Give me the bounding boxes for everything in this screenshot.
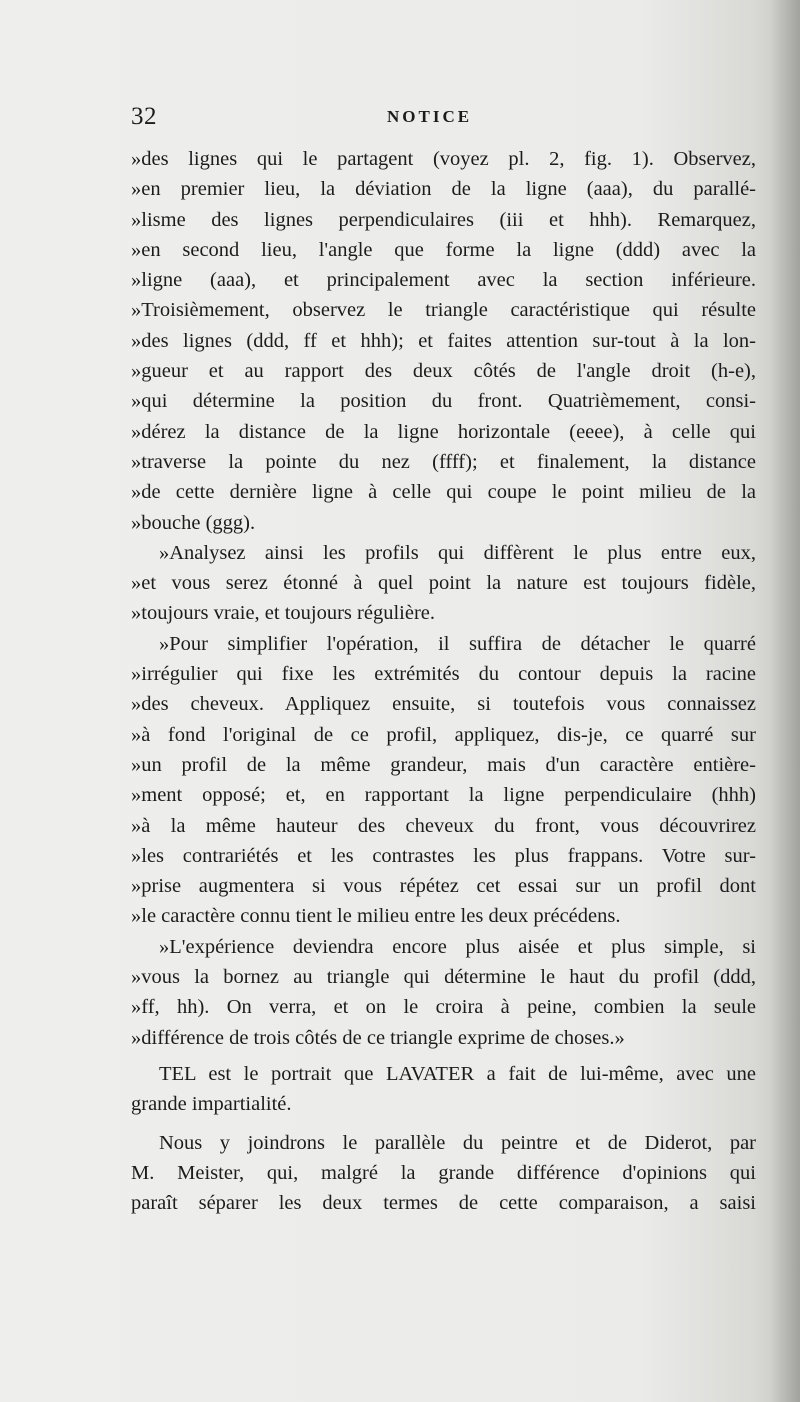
text-line: »un profil de la même grandeur, mais d'un caractère entière- [131,753,756,776]
text-line: »différence de trois côtés de ce triangle exprime de choses.» [131,1026,625,1049]
text-line: »Analysez ainsi les profils qui diffèrent le plus entre eux, [159,541,756,564]
text-line: paraît séparer les deux termes de cette comparaison, a saisi [131,1192,756,1215]
text-line: »ment opposé; et, en rapportant la ligne perpendiculaire (hhh) [131,784,756,807]
paragraph-gap [131,1120,756,1128]
text-line: »le caractère connu tient le milieu entre les deux précédens. [131,905,621,928]
text-line: »ligne (aaa), et principalement avec la section inférieure. [131,269,756,292]
text-line: »les contrariétés et les contrastes les plus frappans. Votre sur- [131,844,756,867]
text-line: »des lignes (ddd, ff et hhh); et faites attention sur-tout à la lon- [131,329,756,352]
text-line: TEL est le portrait que LAVATER a fait de lui-même, avec une [159,1062,756,1085]
text-line: »des cheveux. Appliquez ensuite, si toutefois vous connaissez [131,693,756,716]
text-line: »de cette dernière ligne à celle qui coupe le point milieu de la [131,481,756,504]
text-line: »en second lieu, l'angle que forme la ligne (ddd) avec la [131,238,756,261]
text-line: »Pour simplifier l'opération, il suffira de détacher le quarré [159,632,756,655]
text-line: »prise augmentera si vous répétez cet essai sur un profil dont [131,875,756,898]
text-line: »Troisièmement, observez le triangle caractéristique qui résulte [131,299,756,322]
binding-shadow [770,0,800,1402]
text-line: »dérez la distance de la ligne horizontale (eeee), à celle qui [131,420,756,443]
text-line: »en premier lieu, la déviation de la ligne (aaa), du parallé- [131,178,756,201]
text-line: »irrégulier qui fixe les extrémités du contour depuis la racine [131,663,756,686]
text-line: grande impartialité. [131,1093,292,1116]
text-line: »à fond l'original de ce profil, appliquez, dis-je, ce quarré sur [131,723,756,746]
text-line: »toujours vraie, et toujours régulière. [131,602,435,625]
text-line: »des lignes qui le partagent (voyez pl. 2, fig. 1). Observez, [131,148,756,170]
text-line: »L'expérience deviendra encore plus aisée et plus simple, si [159,935,756,958]
text-line: Nous y joindrons le parallèle du peintre et de Diderot, par [159,1131,756,1154]
page-header [131,103,756,135]
text-line: M. Meister, qui, malgré la grande différence d'opinions qui [131,1161,756,1184]
text-line: »traverse la pointe du nez (ffff); et finalement, la distance [131,450,756,473]
text-line: »bouche (ggg). [131,511,256,534]
text-line: »gueur et au rapport des deux côtés de l'angle droit (h-e), [131,360,756,383]
page-body [131,144,756,1218]
running-title: NOTICE [387,107,473,126]
text-line: »lisme des lignes perpendiculaires (iii et hhh). Remarquez, [131,208,756,231]
text-line: »ff, hh). On verra, et on le croira à peine, combien la seule [131,996,756,1019]
page-number: 32 [131,103,157,130]
text-line: »vous la bornez au triangle qui détermine le haut du profil (ddd, [131,966,756,989]
text-line: »qui détermine la position du front. Quatrièmement, consi- [131,390,756,413]
text-line: »et vous serez étonné à quel point la nature est toujours fidèle, [131,572,756,595]
text-line: »à la même hauteur des cheveux du front, vous découvrirez [131,814,756,837]
